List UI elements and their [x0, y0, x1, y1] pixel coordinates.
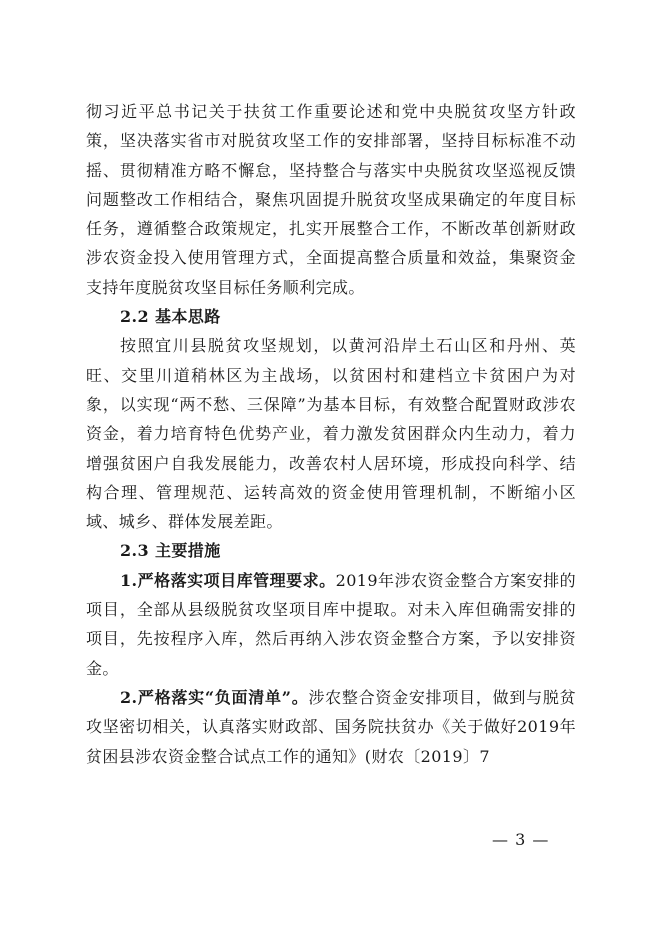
document-body [86, 97, 576, 771]
section-heading-2-3: 2.3 主要措施 [120, 541, 221, 561]
measure-1-lead: 1.严格落实项目库管理要求。 [120, 570, 336, 590]
page-number: — 3 — [492, 830, 550, 849]
section-2-2-paragraph: 按照宜川县脱贫攻坚规划，以黄河沿岸土石山区和丹州、英旺、交里川道稍林区为主战场，以贫困村和建档立卡贫困户为对象，以实现“两不愁、三保障”为基本目标，有效整合配置财政涉农资金，着力培育特色优势产业，着力激发贫困群众内生动力，着力增强贫困户自我发展能力，改善农村人居环境，形成投向科学、结构合理、管理规范、运转高效的资金使用管理机制，不断缩小区域、城乡、群体发展差距。 [86, 336, 576, 532]
measure-2-lead: 2.严格落实“负面清单”。 [120, 687, 309, 707]
measure-1-body: 2019年涉农资金整合方案安排的项目，全部从县级脱贫攻坚项目库中提取。对未入库但确需安排的项目，先按程序入库，然后再纳入涉农资金整合方案，予以安排资金。 [86, 570, 576, 678]
measure-2-body: 涉农整合资金安排项目，做到与脱贫攻坚密切相关，认真落实财政部、国务院扶贫办《关于做好2019年贫困县涉农资金整合试点工作的通知》(财农〔2019〕7 [86, 687, 576, 766]
measure-1-paragraph [86, 566, 576, 683]
measure-2-paragraph [86, 683, 576, 771]
section-heading-2-2: 2.2 基本思路 [120, 307, 221, 327]
intro-paragraph: 彻习近平总书记关于扶贫工作重要论述和党中央脱贫攻坚方针政策，坚决落实省市对脱贫攻坚工作的安排部署，坚持目标标准不动摇、贯彻精准方略不懈怠，坚持整合与落实中央脱贫攻坚巡视反馈问题整改工作相结合，聚焦巩固提升脱贫攻坚成果确定的年度目标任务，遵循整合政策规定，扎实开展整合工作，不断改革创新财政涉农资金投入使用管理方式，全面提高整合质量和效益，集聚资金支持年度脱贫攻坚目标任务顺利完成。 [86, 102, 576, 297]
